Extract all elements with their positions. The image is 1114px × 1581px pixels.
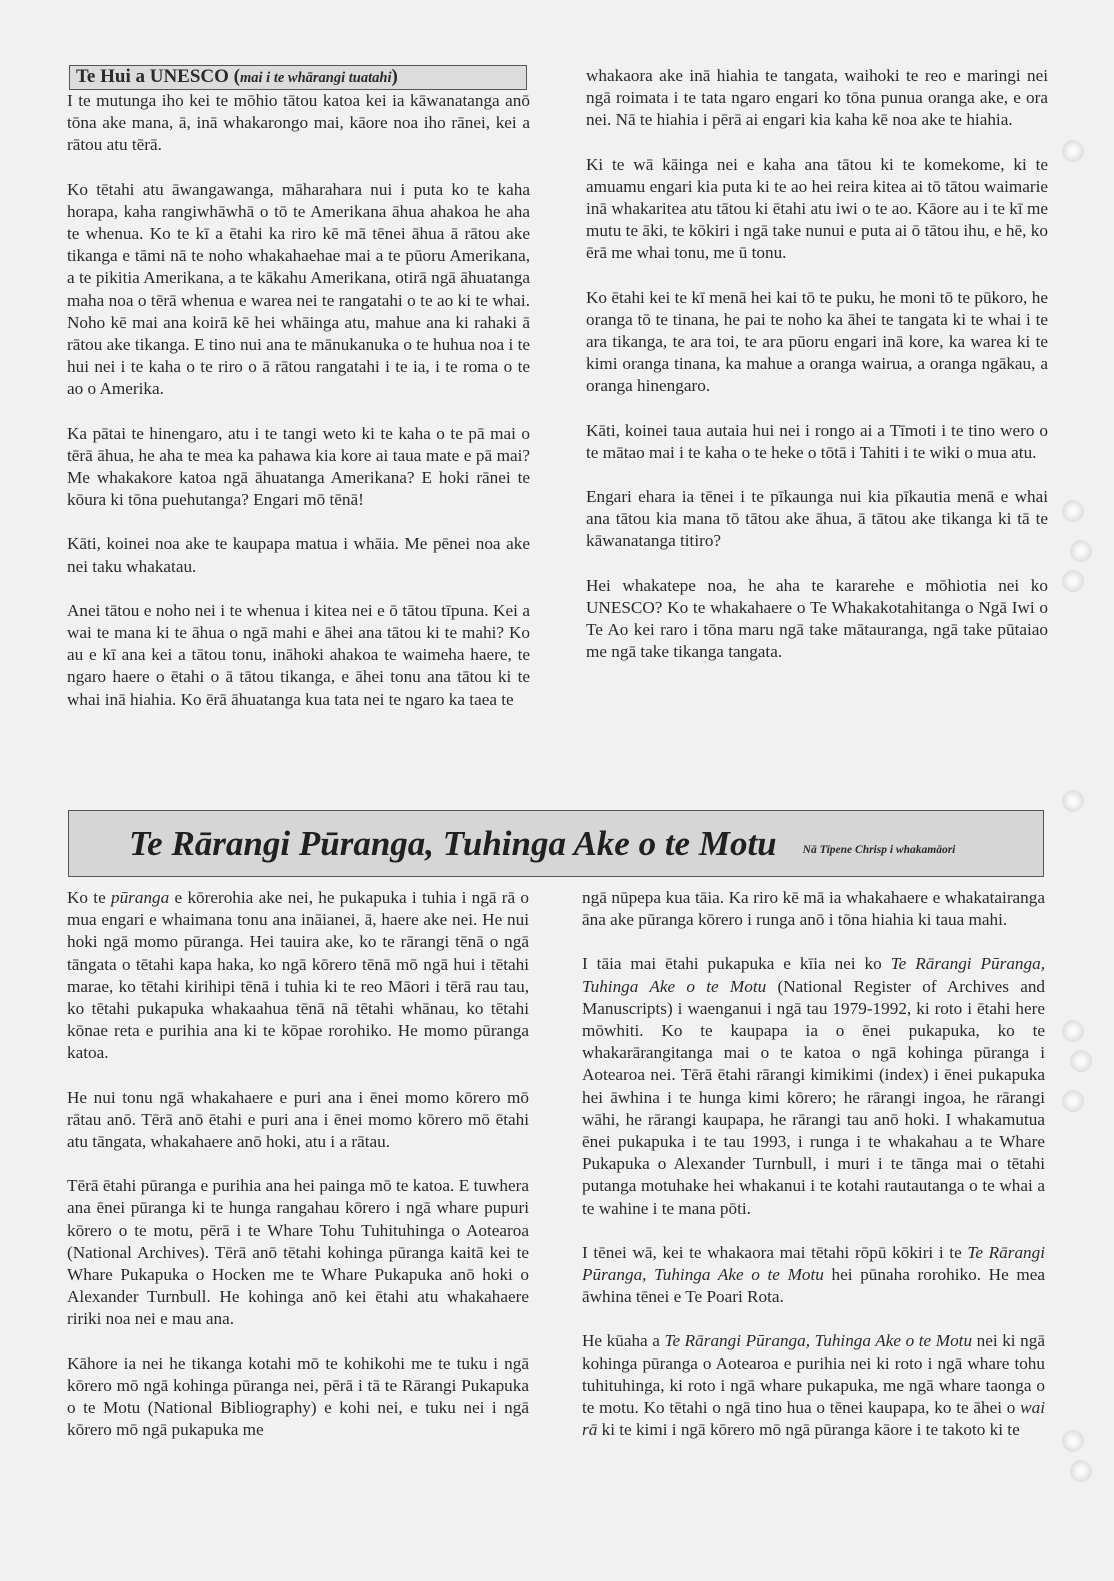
- paragraph: Tērā ētahi pūranga e purihia ana hei painga mō te katoa. E tuwhera ana ēnei pūranga ki te hunga rangahau kōrero i ngā whare pupuri kōrero o te motu, pērā i te Whare Tohu Tuhituhinga o Aotearoa (National Archives). Tērā anō tētahi kohinga pūranga kaitā kei te Whare Pukapuka o Hocken me te Whare Pukapuka anō hoki o Alexander Turnbull. He kohinga anō kei ētahi atu whakahaere ririki noa nei e mau ana.: [67, 1176, 529, 1329]
- bottom-left-column: [67, 887, 529, 1441]
- binder-hole: [1062, 500, 1084, 522]
- binder-hole: [1070, 1460, 1092, 1482]
- paragraph: Ka pātai te hinengaro, atu i te tangi weto ki te kaha o te pā mai o tērā āhua, he aha te mea ka pahawa kia kore ai taua mate e pā mai? Me whakakore katoa ngā āhuatanga Amerikana? E hoki rānei te kōura ki tōna puehutanga? Engari mō tēnā!: [67, 423, 530, 510]
- bottom-right-column: [582, 887, 1045, 1441]
- paragraph: [582, 1330, 1045, 1441]
- heading-main: Te Hui a UNESCO: [76, 66, 229, 87]
- text-run: hei pūnaha rorohiko. He mea āwhina tēnei e Te Poari Rota.: [582, 1265, 1045, 1307]
- top-left-column: [67, 65, 530, 711]
- italic-title: Te Rārangi Pūranga, Tuhinga Ake o te Motu: [582, 1242, 1046, 1285]
- binder-hole: [1062, 790, 1084, 812]
- heading-paren-close: ): [391, 66, 398, 87]
- paragraph: Anei tātou e noho nei i te whenua i kitea nei e ō tātou tīpuna. Kei a wai te mana ki te āhua o ngā mahi e āhei ana tātou ki te mahi? Ko au e kī ana kei a tātou tonu, ināhoki ahakoa te waimeha haere, te ngaro haere o ētahi o ā tātou tikanga, e āhei tonu ana tātou ki te whai inā hiahia. Ko ērā āhuatanga kua tata nei te ngaro ka taea te: [67, 600, 530, 709]
- text-run: ki te kimi i ngā kōrero mō ngā pūranga kāore i te takoto ki te: [597, 1420, 1020, 1440]
- paragraph: Hei whakatepe noa, he aha te kararehe e mōhiotia nei ko UNESCO? Ko te whakahaere o Te Whakakotahitanga o Ngā Iwi o Te Ao kei raro i tōna maru ngā take mātauranga, ngā take pūtaiao me ngā take tikanga tangata.: [586, 575, 1048, 662]
- banner-credit: Nā Tīpene Chrisp i whakamāori: [802, 843, 956, 856]
- italic-title: Te Rārangi Pūranga, Tuhinga Ake o te Motu: [664, 1331, 973, 1351]
- section-heading-unesco: [69, 65, 527, 90]
- paragraph: Engari ehara ia tēnei i te pīkaunga nui kia pīkautia menā e whai ana tātou kia mana tō tātou ake āhua, ā tātou ake tikanga ki tā te kāwanatanga titiro?: [586, 487, 1048, 551]
- italic-title: Te Rārangi Pūranga, Tuhinga Ake o te Motu: [582, 954, 1045, 996]
- paragraph: Kāhore ia nei he tikanga kotahi mō te kohikohi me te tuku i ngā kōrero mō ngā kohinga pūranga nei, pērā i tā te Rārangi Pukapuka o te Motu (National Bibliography) e kohi nei, e tuku nei i ngā kōrero mō ngā pukapuka me: [67, 1353, 529, 1440]
- paragraph: I te mutunga iho kei te mōhio tātou katoa kei ia kāwanatanga anō tōna ake mana, ā, inā whakarongo mai, kāore noa iho rānei, kei a rātou atu tērā.: [67, 91, 530, 155]
- binder-hole: [1062, 1090, 1084, 1112]
- paragraph: [582, 1242, 1045, 1309]
- paragraph: Kāti, koinei noa ake te kaupapa matua i whāia. Me pēnei noa ake nei taku whakatau.: [67, 534, 530, 576]
- paragraph: [67, 887, 529, 1065]
- paragraph: Ko tētahi atu āwangawanga, māharahara nui i puta ko te kaha horapa, kaha rangiwhāwhā o tō te Amerikana āhua ahakoa he aha te whenua. Ko te kī a ētahi ka riro kē mā tēnei āhua ā rātou ake tikanga e tāmi nā te noho whakahaehae mai a te pūoru Amerikana, a te pikitia Amerikana, a te kākahu Amerikana, otirā ngā āhuatanga maha noa o tērā whenua e warea nei te rangatahi o te ao ki te whai. Noho kē mai ana koirā kē hei whāinga atu, mahue ana ki rahaki ā rātou ake tikanga. E tino nui ana te mānukanuka o te huhua noa i te hui nei i te kaha o te riro o ā rātou rangatahi i te ia, i te roma o te ao o Amerika.: [67, 179, 530, 399]
- binder-hole: [1062, 1430, 1084, 1452]
- text-run: nei ki ngā kohinga pūranga o Aotearoa e purihia nei ki roto i ngā whare tohu tuhituhinga, ki roto i ngā whare pukapuka, me ngā whare taonga o te motu. Ko tētahi o ngā tino hua o tēnei kaupapa, ko te āhei o: [582, 1331, 1045, 1418]
- paragraph: ngā nūpepa kua tāia. Ka riro kē mā ia whakahaere e whakatairanga āna ake pūranga kōrero i runga anō i tōna hiahia ki taua mahi.: [582, 888, 1045, 930]
- article-banner: [68, 810, 1044, 877]
- paragraph: Ko ētahi kei te kī menā hei kai tō te puku, he moni tō te pūkoro, he oranga tō te tinana, he pai te noho ka āhei te tangata ki te whai i te ara tikanga, te ara toi, te ara pūoru engari inā kore, ka warea ki te kimi oranga tinana, ka mahue a oranga wairua, a oranga ngākau, a oranga hinengaro.: [586, 287, 1048, 396]
- binder-hole: [1062, 1020, 1084, 1042]
- text-run: (National Register of Archives and Manuscripts) i waenganui i ngā tau 1979-1992, ki roto i ētahi here mōwhiti. Ko te kaupapa ia o ēnei pukapuka, ko te whakarārangitanga mai o te katoa o ngā kohinga pūranga i Aotearoa nei. Tērā ētahi rārangi kimikimi (index) i ēnei pukapuka hei āwhina i te hunga kimi kōrero; he rārangi ingoa, he rārangi wāhi, he rārangi kaupapa, he rārangi tau anō hoki. I whakamutua ēnei pukapuka i te tau 1993, i runga i te whakahau a te Whare Pukapuka o Alexander Turnbull, i muri i te tānga mai o tētahi putanga motuhake hei whakanui i te kotahi rautautanga o te whai a te wahine i te mana pōti.: [582, 976, 1046, 1218]
- italic-term: pūranga: [110, 888, 170, 907]
- italic-term: wai rā: [582, 1398, 1045, 1440]
- paragraph: Kāti, koinei taua autaia hui nei i rongo ai a Tīmoti i te tino wero o te mātao mai i te kaha o te heke o tōtā i Tahiti i te wiki o mua atu.: [586, 420, 1048, 462]
- text-run: I tāia mai ētahi pukapuka e kīia nei ko: [582, 954, 891, 974]
- binder-hole: [1070, 1050, 1092, 1072]
- binder-hole: [1062, 140, 1084, 162]
- paragraph: Ki te wā kāinga nei e kaha ana tātou ki te komekome, ki te amuamu engari kia puta ki te ao hei reira kitea ai tō tātou waimarie inā whakaritea atu tātou ki ētahi atu iwi o te ao. Kāore au i te kī me mutu te āki, te kōkiri i ngā take nunui e puta ai ō tātou ihu, e hē, ko ērā me whai tonu, me ū tonu.: [586, 154, 1048, 263]
- heading-sub: mai i te whārangi tuatahi: [240, 70, 392, 86]
- paragraph: whakaora ake inā hiahia te tangata, waihoki te reo e maringi nei ngā roimata i te tata ngaro engari ko tōna punua oranga ake, e ora nei. Nā te hiahia i pērā ai engari kia kaha kē noa ake te hiahia.: [586, 66, 1048, 130]
- banner-title: Te Rārangi Pūranga, Tuhinga Ake o te Motu: [129, 823, 777, 863]
- text-run: He kūaha a: [582, 1331, 665, 1351]
- binder-hole: [1070, 540, 1092, 562]
- heading-paren-open: (: [228, 66, 240, 87]
- text-run: e kōrerohia ake nei, he pukapuka i tuhia i ngā rā o mua engari e whaimana tonu ana ināianei, ā, haere ake nei. He nui hoki ngā momo pūranga. Hei tauira ake, ko te rārangi tēnā o ngā tāngata o tētahi kapa haka, ko ngā kōrero tēnā mō ngā hui i tētahi marae, ko tētahi kirihipi tēnā i tuhia ki te reo Māori i tērā rau tau, ko tētahi pukapuka whakaahua tēnā nā tētahi whānau, ko tētahi kōnae reta e purihia ana ki te kōpae rorohiko. He momo pūranga katoa.: [67, 888, 529, 1063]
- binder-holes: [1060, 0, 1114, 1581]
- binder-hole: [1062, 570, 1084, 592]
- paragraph: [582, 953, 1045, 1219]
- text-run: Ko te: [67, 888, 111, 907]
- text-run: I tēnei wā, kei te whakaora mai tētahi rōpū kōkiri i te: [582, 1242, 968, 1262]
- paragraph: He nui tonu ngā whakahaere e puri ana i ēnei momo kōrero mō rātau anō. Tērā anō ētahi e puri ana i ēnei momo kōrero mō ētahi atu tāngata, whakahaere anō hoki, atu i a rātau.: [67, 1087, 529, 1152]
- top-right-column: [586, 65, 1048, 663]
